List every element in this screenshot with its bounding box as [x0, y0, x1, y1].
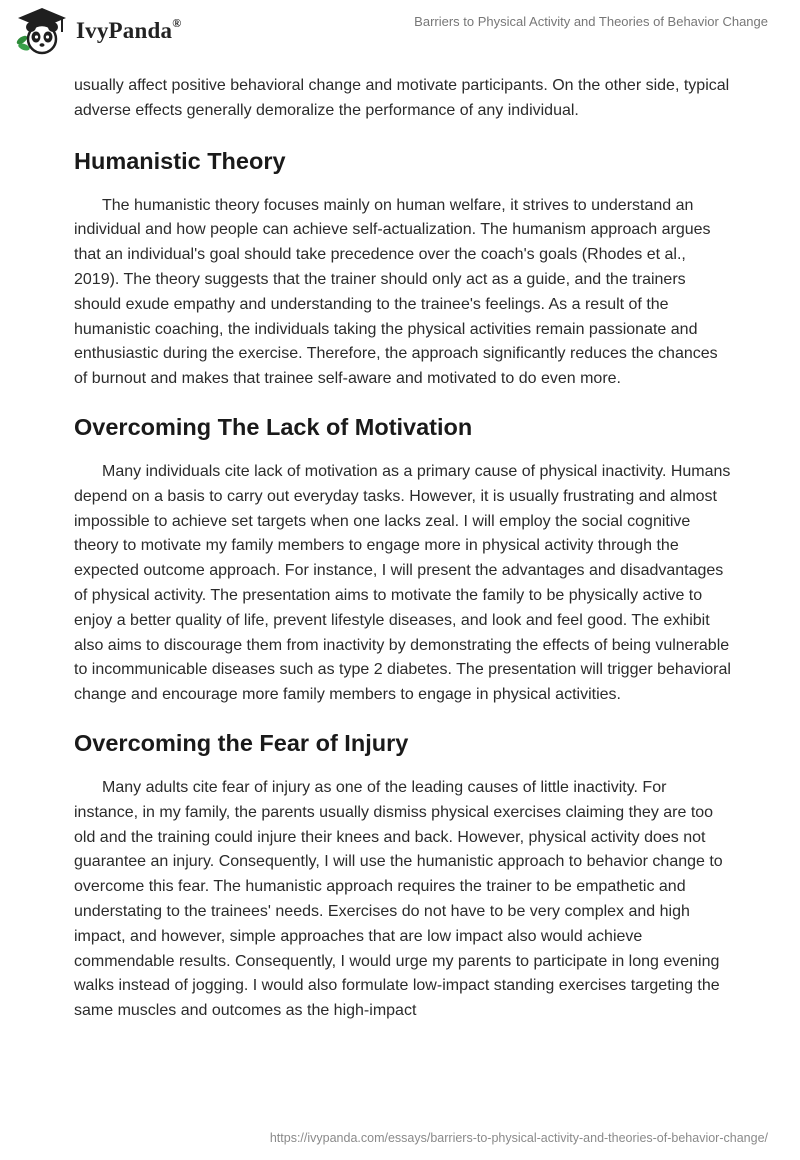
- section-heading-fear-of-injury: Overcoming the Fear of Injury: [74, 729, 409, 756]
- brand-name: IvyPanda®: [76, 16, 182, 43]
- essay-content: [74, 70, 734, 1024]
- section-paragraph-lack-of-motivation: Many individuals cite lack of motivation as a primary cause of physical inactivity. Humans depend on a basis to carry out everyday tasks. However, it is usually frustrating and almost impossible to achieve set targets when one lacks zeal. I will employ the social cognitive theory to motivate my family members to engage more in physical activity through the expected outcome approach. For instance, I will present the advantages and disadvantages of physical activity. The presentation aims to motivate the family to be physically active to enjoy a better quality of life, prevent lifestyle diseases, and look and feel good. The exhibit also aims to discourage them from inactivity by demonstrating the effects of being vulnerable to incommunicable diseases such as type 2 diabetes. The presentation will trigger behavioral change and encourage more family members to engage in physical activities.: [74, 462, 731, 704]
- page-header: [0, 0, 800, 70]
- running-title: Barriers to Physical Activity and Theories of Behavior Change: [414, 14, 768, 29]
- section-paragraph-fear-of-injury: Many adults cite fear of injury as one of the leading causes of little inactivity. For instance, in my family, the parents usually dismiss physical exercises claiming they are too old and the training could injure their knees and back. However, physical activity does not guarantee an injury. Consequently, I will use the humanistic approach to behavior change to overcome this fear. The humanistic approach requires the trainer to be empathetic and understating to the trainees' needs. Exercises do not have to be very complex and high impact, and however, simple approaches that are low impact also would achieve commendable results. Consequently, I would urge my parents to participate in long evening walks instead of jogging. I would also formulate low-impact standing exercises targeting the same muscles and outcomes as the high-impact: [74, 778, 723, 1020]
- source-url[interactable]: https://ivypanda.com/essays/barriers-to-physical-activity-and-theories-of-behavior-change/: [269, 1131, 768, 1145]
- section-heading-lack-of-motivation: Overcoming The Lack of Motivation: [74, 413, 473, 440]
- intro-paragraph: usually affect positive behavioral change and motivate participants. On the other side, typical adverse effects generally demoralize the performance of any individual.: [74, 77, 730, 119]
- panda-graduate-icon: [14, 6, 70, 56]
- ivypanda-logo[interactable]: [14, 6, 181, 56]
- section-paragraph-humanistic-theory: The humanistic theory focuses mainly on human welfare, it strives to understand an individual and how people can achieve self-actualization. The humanism approach argues that an individual's goal should take precedence over the coach's goals (Rhodes et al., 2019). The theory suggests that the trainer should only act as a guide, and the trainers should exude empathy and understanding to the trainee's feelings. As a result of the humanistic coaching, the individuals taking the physical activities remain passionate and enthusiastic during the exercise. Therefore, the approach significantly reduces the chances of burnout and makes that trainee self-aware and motivated to do even more.: [74, 196, 718, 388]
- section-heading-humanistic-theory: Humanistic Theory: [74, 147, 286, 174]
